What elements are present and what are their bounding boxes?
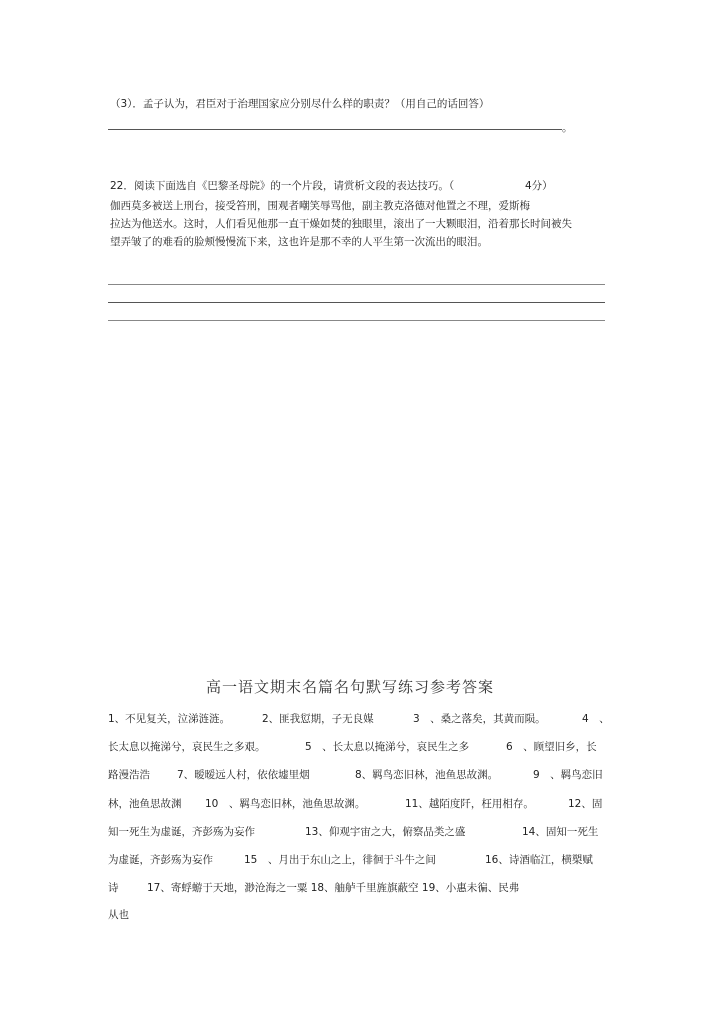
passage-line: 伽西莫多被送上刑台，接受笞刑，围观者嘲笑辱骂他，副主教克洛德对他置之不理，爱斯梅 [110, 200, 530, 212]
answer-item: 从也 [108, 909, 129, 921]
answer-item: 3 、桑之落矣，其黄而陨。 [413, 713, 546, 725]
answer-item: 诗 [108, 882, 119, 894]
answer-item: 9 、羁鸟恋旧 [533, 769, 603, 781]
answer-item: 4 、 [582, 713, 610, 725]
answer-item: 7、暧暧远人村，依依墟里烟 [177, 769, 310, 781]
answer-item: 17、寄蜉蝣于天地，渺沧海之一粟 18、舳舻千里旌旗蔽空 19、小惠未徧、民弗 [147, 882, 520, 894]
answer-item: 长太息以掩涕兮，哀民生之多艰。 [108, 741, 266, 753]
question-3-text: （3）．孟子认为，君臣对于治理国家应分别尽什么样的职责？（用自己的话回答） [110, 98, 490, 110]
answer-item: 为虚诞，齐彭殇为妄作 [108, 854, 213, 866]
answer-item: 12、固 [568, 798, 603, 810]
answer-item: 10 、羁鸟恋旧林，池鱼思故渊。 [205, 798, 366, 810]
answer-key-title: 高一语文期末名篇名句默写练习参考答案 [206, 678, 495, 696]
answer-line-q22 [108, 320, 605, 321]
answer-item: 11、越陌度阡，枉用相存。 [405, 798, 534, 810]
question-22-prompt: 22．阅读下面选自《巴黎圣母院》的一个片段，请赏析文段的表达技巧。（ [110, 180, 455, 192]
answer-line-q3 [108, 129, 562, 130]
answer-item: 2、匪我愆期，子无良媒 [262, 713, 374, 725]
answer-item: 15 、月出于东山之上，徘徊于斗牛之间 [244, 854, 436, 866]
answer-item: 路漫浩浩 [108, 769, 150, 781]
answer-item: 5 、长太息以掩涕兮，哀民生之多 [305, 741, 470, 753]
answer-line-q22 [108, 302, 605, 303]
answer-item: 14、固知一死生 [522, 826, 599, 838]
answer-line-end-mark: 。 [562, 122, 573, 134]
answer-line-q22 [108, 284, 605, 285]
answer-item: 13、仰观宇宙之大，俯察品类之盛 [305, 826, 466, 838]
answer-item: 16、诗酒临江，横槊赋 [485, 854, 593, 866]
passage-line: 望弄皱了的难看的脸颊慢慢流下来，这也许是那不幸的人平生第一次流出的眼泪。 [110, 236, 488, 248]
answer-item: 6 、顾望旧乡，长 [506, 741, 597, 753]
answer-item: 8、羁鸟恋旧林，池鱼思故渊。 [355, 769, 499, 781]
answer-item: 林，池鱼思故渊 [108, 798, 182, 810]
question-22-points: 4分） [525, 180, 553, 192]
answer-item: 知一死生为虚诞，齐彭殇为妄作 [108, 826, 255, 838]
passage-line: 拉达为他送水。这时，人们看见他那一直干燥如焚的独眼里，滚出了一大颗眼泪，沿着那长时间被失 [110, 218, 572, 230]
answer-item: 1、不见复关，泣涕涟涟。 [108, 713, 231, 725]
